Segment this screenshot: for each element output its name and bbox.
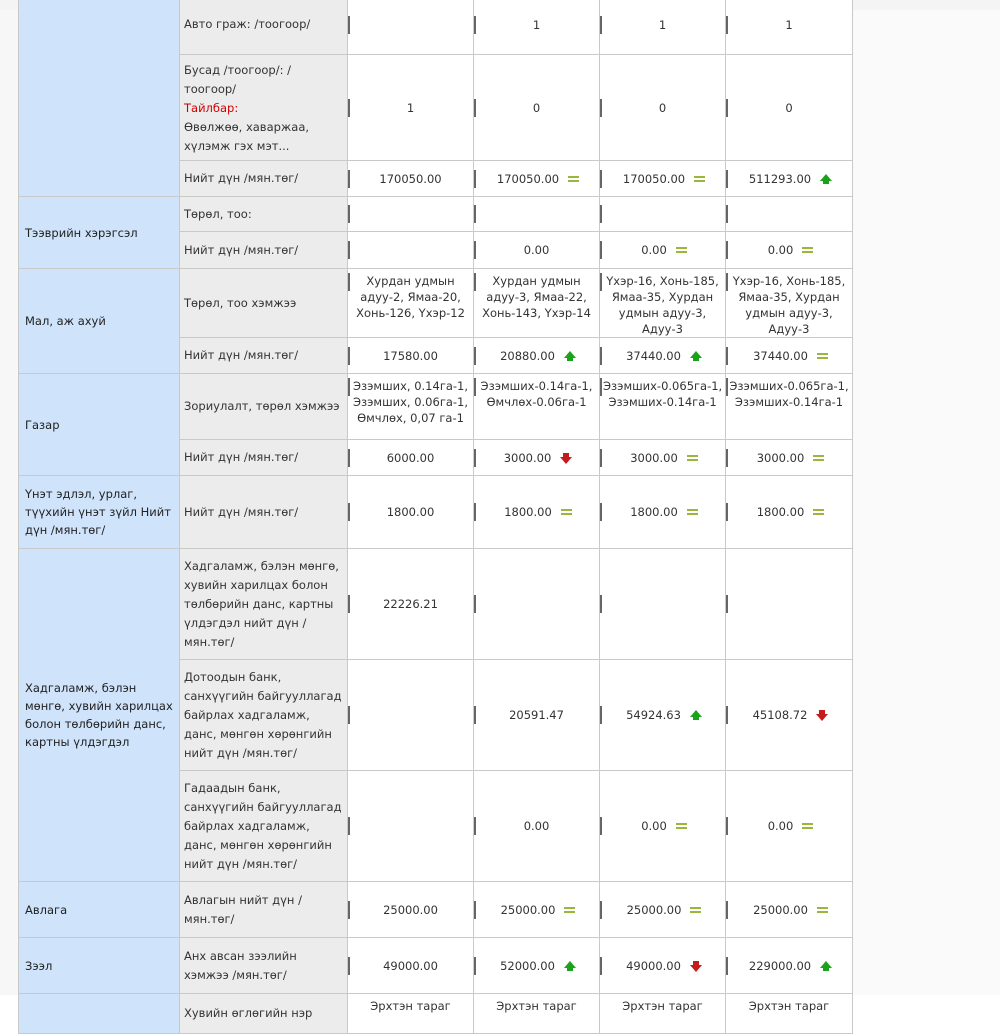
- cell-value: Эрхтэн тараг: [496, 999, 577, 1013]
- cell-value: 229000.00: [748, 958, 812, 973]
- cell-text: Эзэмших-0.065га-1, Эзэмших-0.14га-1: [603, 379, 723, 409]
- cell-value: Эрхтэн тараг: [370, 999, 451, 1013]
- cell-value: Эрхтэн тараг: [622, 999, 703, 1013]
- cell-text: Үхэр-16, Хонь-185, Ямаа-35, Хурдан удмын адуу-3, Адуу-3: [606, 274, 719, 336]
- trend-up-icon: [690, 710, 702, 717]
- cell-value: 170050.00: [496, 171, 560, 186]
- cell-value: 0.00: [767, 243, 794, 257]
- trend-same-icon: [564, 907, 575, 914]
- row-label: Нийт дүн /мян.төг/: [180, 161, 348, 197]
- table-row: [19, 994, 853, 1034]
- cell-text: Эзэмших-0.065га-1, Эзэмших-0.14га-1: [729, 379, 849, 409]
- table-row: [19, 374, 853, 440]
- cell-value: 1800.00: [756, 505, 805, 519]
- category-cell-receivables: Авлага: [19, 882, 180, 938]
- trend-same-icon: [687, 509, 698, 516]
- trend-same-icon: [676, 247, 687, 254]
- trend-up-icon: [564, 961, 576, 968]
- row-label: Авто граж: /тоогоор/: [180, 0, 348, 55]
- table-row: [19, 882, 853, 938]
- cell-value: 37440.00: [626, 348, 681, 363]
- row-label: Төрөл, тоо:: [180, 197, 348, 232]
- cell-value: 0.00: [641, 243, 667, 257]
- trend-same-icon: [568, 176, 579, 183]
- cell-value: 0: [532, 100, 541, 115]
- cell-value: 20591.47: [509, 708, 564, 722]
- trend-same-icon: [676, 823, 687, 830]
- trend-same-icon: [802, 823, 813, 830]
- category-cell-valuables: Үнэт эдлэл, урлаг, түүхийн үнэт зүйл Нийт дүн /мян.төг/: [19, 476, 180, 549]
- trend-same-icon: [817, 353, 828, 360]
- row-label: Дотоодын банк, санхүүгийн байгууллагад байрлах хадгаламж, данс, мөнгөн хөрөнгийн нийт дүн /мян.төг/: [180, 660, 348, 771]
- cell-value: 1800.00: [504, 505, 552, 519]
- row-label: Нийт дүн /мян.төг/: [180, 338, 348, 374]
- category-cell-livestock: Мал, аж ахуй: [19, 269, 180, 374]
- cell-value: 1: [532, 17, 541, 32]
- cell-value: 1: [406, 100, 415, 115]
- cell-value: 3000.00: [503, 450, 552, 465]
- table-row: [19, 549, 853, 660]
- cell-value: 0.00: [523, 243, 550, 257]
- table-row: [19, 938, 853, 994]
- row-label: Гадаадын банк, санхүүгийн байгууллагад байрлах хадгаламж, данс, мөнгөн хөрөнгийн нийт дүн /мян.төг/: [180, 771, 348, 882]
- cell-value: 511293.00: [748, 171, 812, 186]
- trend-same-icon: [813, 509, 824, 516]
- note-text: Өвөлжөө, хаваржаа, хүлэмж гэх мэт...: [184, 120, 310, 153]
- row-label: Нийт дүн /мян.төг/: [180, 232, 348, 269]
- row-label: Хувийн өглөгийн нэр: [180, 994, 348, 1034]
- cell-value: 0.00: [523, 819, 550, 833]
- asset-declaration-table: [18, 0, 853, 1034]
- cell-value: 17580.00: [383, 348, 438, 363]
- row-label: Анх авсан зээлийн хэмжээ /мян.төг/: [180, 938, 348, 994]
- row-label: Бусад /тоогоор/: /тоогоор/: [184, 63, 292, 96]
- cell-value: 0: [658, 100, 667, 115]
- trend-same-icon: [802, 247, 813, 254]
- row-label: Зориулалт, төрөл хэмжээ: [180, 374, 348, 440]
- trend-down-icon: [816, 714, 828, 721]
- cell-text: Хурдан удмын адуу-2, Ямаа-20, Хонь-126, Үхэр-12: [356, 274, 465, 320]
- cell-value: 49000.00: [626, 958, 681, 973]
- cell-value: 1: [658, 17, 667, 32]
- table-row: [19, 476, 853, 549]
- trend-same-icon: [813, 455, 824, 462]
- note-label: Тайлбар:: [184, 101, 239, 115]
- table-row: [19, 269, 853, 338]
- left-margin: [0, 10, 18, 995]
- trend-same-icon: [690, 907, 701, 914]
- cell-value: 25000.00: [626, 902, 682, 917]
- category-cell-savings: Хадгаламж, бэлэн мөнгө, хувийн харилцах болон төлбөрийн данс, картны үлдэгдэл: [19, 549, 180, 882]
- row-label: Төрөл, тоо хэмжээ: [180, 269, 348, 338]
- row-label: Авлагын нийт дүн /мян.төг/: [180, 882, 348, 938]
- cell-value: 0: [785, 100, 793, 115]
- category-cell-transport: Тээврийн хэрэгсэл: [19, 197, 180, 269]
- row-label: Хадгаламж, бэлэн мөнгө, хувийн харилцах болон төлбөрийн данс, картны үлдэгдэл нийт дүн /мян.төг/: [180, 549, 348, 660]
- table-row: [19, 197, 853, 232]
- trend-same-icon: [561, 509, 572, 516]
- cell-value: 0.00: [767, 819, 794, 833]
- cell-value: 25000.00: [383, 902, 438, 917]
- cell-value: 6000.00: [386, 450, 435, 465]
- cell-value: 45108.72: [752, 708, 808, 722]
- cell-value: 54924.63: [626, 708, 681, 722]
- cell-value: 1800.00: [386, 505, 435, 519]
- trend-same-icon: [687, 455, 698, 462]
- trend-same-icon: [694, 176, 705, 183]
- trend-down-icon: [690, 965, 702, 972]
- cell-value: 22226.21: [383, 597, 438, 611]
- category-cell-real-estate: [19, 0, 180, 197]
- cell-value: 25000.00: [500, 902, 556, 917]
- cell-value: 3000.00: [756, 450, 805, 465]
- cell-value: 20880.00: [500, 348, 555, 363]
- table-row: [19, 0, 853, 55]
- cell-value: Эрхтэн тараг: [748, 999, 830, 1013]
- category-cell-partial: [19, 994, 180, 1034]
- trend-up-icon: [820, 174, 832, 181]
- trend-same-icon: [817, 907, 828, 914]
- cell-value: 1: [785, 17, 793, 32]
- trend-up-icon: [820, 961, 832, 968]
- category-cell-loans: Зээл: [19, 938, 180, 994]
- trend-up-icon: [564, 351, 576, 358]
- category-cell-land: Газар: [19, 374, 180, 476]
- row-label-other: [180, 55, 348, 161]
- cell-text: Эзэмших, 0.14га-1, Эзэмших, 0.06га-1, Өмчлөх, 0,07 га-1: [352, 379, 469, 425]
- row-label: Нийт дүн /мян.төг/: [180, 476, 348, 549]
- cell-text: Хурдан удмын адуу-3, Ямаа-22, Хонь-143, Үхэр-14: [482, 274, 591, 320]
- cell-value: 170050.00: [379, 171, 442, 186]
- cell-value: 49000.00: [383, 958, 438, 973]
- cell-value: 170050.00: [622, 171, 686, 186]
- cell-text: Үхэр-16, Хонь-185, Ямаа-35, Хурдан удмын адуу-3, Адуу-3: [732, 274, 846, 336]
- right-margin: [852, 10, 1000, 995]
- row-label: Нийт дүн /мян.төг/: [180, 440, 348, 476]
- cell-value: 25000.00: [753, 902, 808, 917]
- trend-down-icon: [560, 457, 572, 464]
- cell-value: 0.00: [641, 819, 667, 833]
- cell-value: 52000.00: [500, 958, 555, 973]
- cell-text: Эзэмших-0.14га-1, Өмчлөх-0.06га-1: [480, 379, 593, 409]
- cell-value: 1800.00: [630, 505, 678, 519]
- cell-value: 37440.00: [753, 348, 808, 363]
- trend-up-icon: [690, 351, 702, 358]
- cell-value: 3000.00: [630, 450, 678, 465]
